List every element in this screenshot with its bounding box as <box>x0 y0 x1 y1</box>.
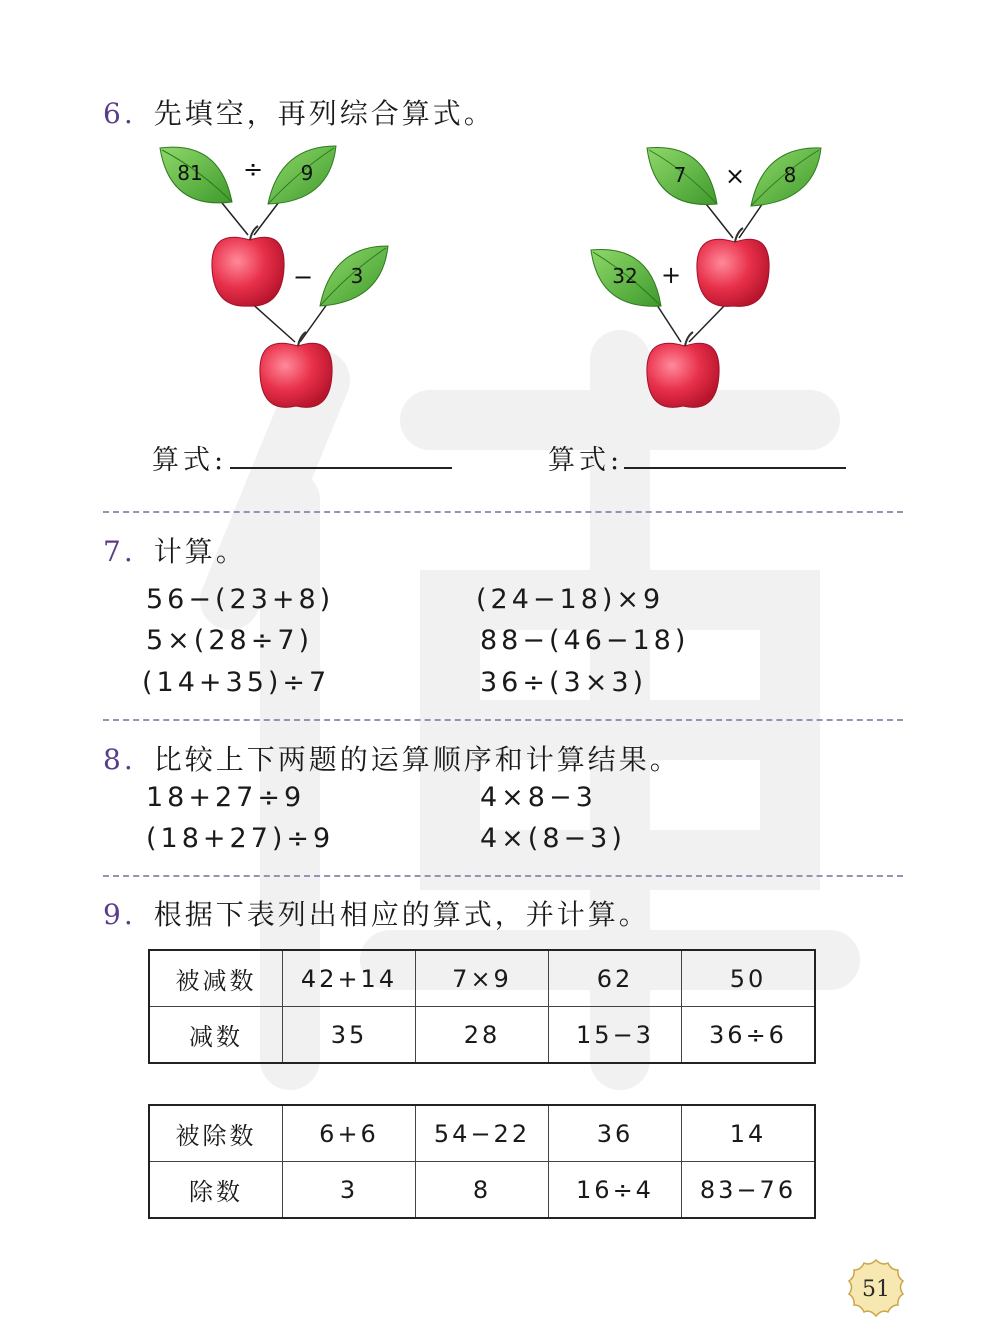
formula-label-right: 算式: <box>548 445 624 476</box>
expression: (18+27)÷9 <box>146 823 335 854</box>
expression: (14+35)÷7 <box>142 667 331 698</box>
question-6-heading <box>103 92 495 132</box>
section-divider <box>103 875 903 877</box>
expression: 88−(46−18) <box>480 625 690 656</box>
expression: 18+27÷9 <box>146 782 306 813</box>
question-6-title: 先填空，再列综合算式。 <box>153 97 495 130</box>
table-cell: 62 <box>549 950 682 1007</box>
table-cell: 16÷4 <box>549 1162 682 1219</box>
row-label: 被除数 <box>149 1105 283 1162</box>
apple-icon <box>260 332 332 407</box>
question-7-number: 7. <box>103 535 136 568</box>
table-row <box>149 1162 815 1219</box>
table-cell: 50 <box>682 950 816 1007</box>
expression: 4×8−3 <box>480 782 597 813</box>
leaf-number: 32 <box>612 264 638 288</box>
operator-symbol: − <box>292 263 314 291</box>
leaf-number: 9 <box>300 161 314 185</box>
section-divider <box>103 719 903 721</box>
table-cell: 36÷6 <box>682 1007 816 1064</box>
apple-tree-left <box>150 140 410 420</box>
table-cell: 7×9 <box>416 950 549 1007</box>
table-cell: 6+6 <box>283 1105 416 1162</box>
question-9-number: 9. <box>103 898 136 931</box>
apple-tree-right <box>585 140 845 420</box>
question-8-title: 比较上下两题的运算顺序和计算结果。 <box>153 743 681 776</box>
row-label: 被减数 <box>149 950 283 1007</box>
apple-icon <box>212 226 284 306</box>
table-cell: 36 <box>549 1105 682 1162</box>
operator-symbol: × <box>724 162 746 190</box>
expression: (24−18)×9 <box>476 584 665 615</box>
subtraction-table <box>148 949 816 1064</box>
answer-blank-right[interactable] <box>624 467 846 469</box>
leaf-number: 7 <box>673 163 687 187</box>
expression: 5×(28÷7) <box>146 625 314 656</box>
question-9-title: 根据下表列出相应的算式，并计算。 <box>153 898 650 931</box>
question-6-number: 6. <box>103 97 136 130</box>
leaf-number: 8 <box>783 163 797 187</box>
table-cell: 83−76 <box>682 1162 816 1219</box>
page-number: 51 <box>862 1277 890 1302</box>
division-table <box>148 1104 816 1219</box>
page-number-badge <box>846 1258 906 1318</box>
operator-symbol: ÷ <box>242 155 264 183</box>
answer-blank-left[interactable] <box>230 467 452 469</box>
operator-symbol: + <box>660 261 682 289</box>
question-7-title: 计算。 <box>153 535 247 568</box>
question-9-heading <box>103 893 650 933</box>
table-cell: 8 <box>416 1162 549 1219</box>
question-8-number: 8. <box>103 743 136 776</box>
row-label: 除数 <box>149 1162 283 1219</box>
expression: 36÷(3×3) <box>480 667 648 698</box>
table-row <box>149 1105 815 1162</box>
leaf-number: 81 <box>177 161 203 185</box>
table-cell: 15−3 <box>549 1007 682 1064</box>
formula-label-left: 算式: <box>152 445 228 476</box>
table-row <box>149 1007 815 1064</box>
table-cell: 42+14 <box>283 950 416 1007</box>
question-8-heading <box>103 738 681 778</box>
question-7-heading <box>103 530 247 570</box>
table-cell: 3 <box>283 1162 416 1219</box>
apple-icon <box>697 228 769 306</box>
table-cell: 54−22 <box>416 1105 549 1162</box>
leaf-number: 3 <box>350 264 364 288</box>
table-row <box>149 950 815 1007</box>
section-divider <box>103 511 903 513</box>
table-cell: 14 <box>682 1105 816 1162</box>
expression: 56−(23+8) <box>146 584 335 615</box>
table-cell: 28 <box>416 1007 549 1064</box>
table-cell: 35 <box>283 1007 416 1064</box>
row-label: 减数 <box>149 1007 283 1064</box>
apple-icon <box>647 332 719 407</box>
expression: 4×(8−3) <box>480 823 626 854</box>
